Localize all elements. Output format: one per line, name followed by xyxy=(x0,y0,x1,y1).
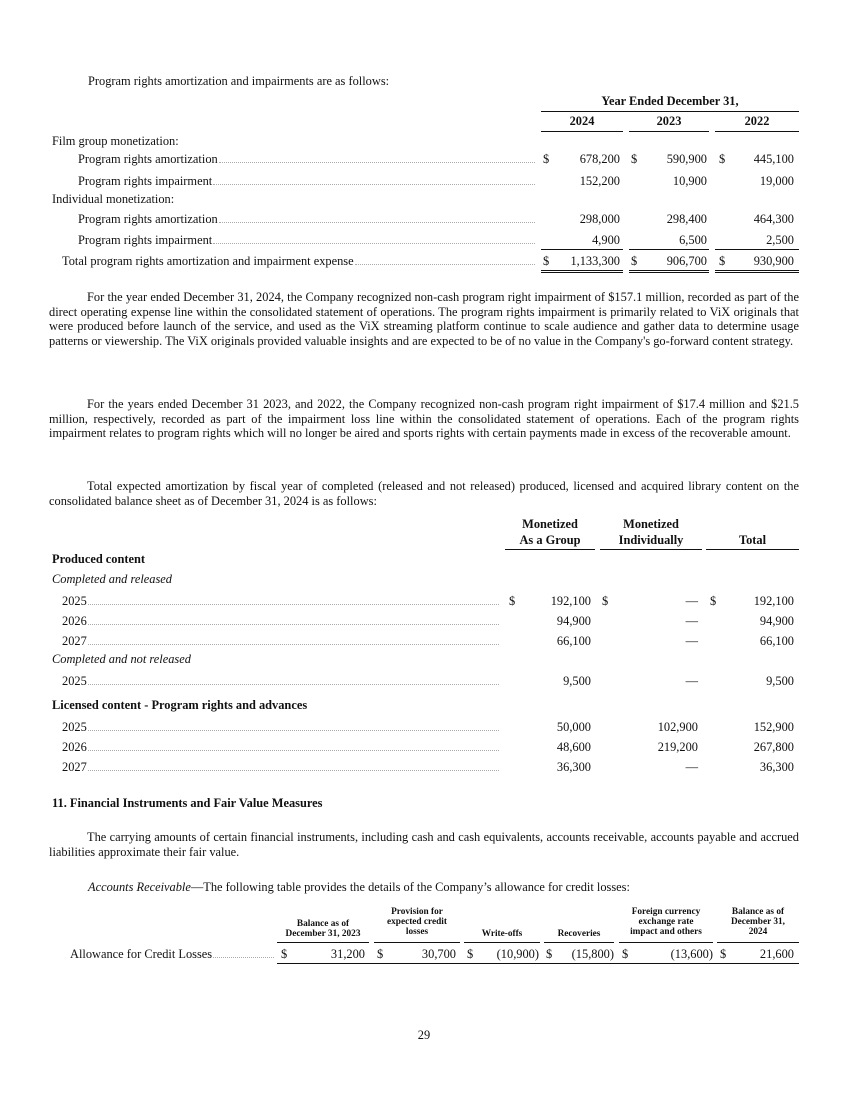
table-row: Program rights amortization xyxy=(78,210,535,228)
total-2023: 906,700 xyxy=(666,254,707,268)
section-licensed: Licensed content - Program rights and advances xyxy=(52,698,308,712)
paragraph-3: Total expected amortization by fiscal year of completed (released and not released) produced, licensed and acquired library content on the consolidated balance sheet as of December 31, 2024 is as follows: xyxy=(49,479,799,508)
cell: 678,200 xyxy=(579,152,620,166)
table-row: 2025 xyxy=(62,672,499,690)
t3-header-closing: Balance as of December 31, 2024 xyxy=(730,907,786,937)
year-col-2022: 2022 xyxy=(744,114,770,128)
allowance-row: Allowance for Credit Losses xyxy=(70,945,274,963)
cell: 6,500 xyxy=(679,233,707,247)
year-col-2023: 2023 xyxy=(656,114,682,128)
cell: 2,500 xyxy=(766,233,794,247)
t3-header-writeoffs: Write-offs xyxy=(481,929,523,939)
table-row: Program rights amortization xyxy=(78,150,535,168)
cell: 464,300 xyxy=(753,212,794,226)
sub-completed-not-released: Completed and not released xyxy=(52,652,191,666)
table-row: 2027 xyxy=(62,632,499,650)
sub-completed-released: Completed and released xyxy=(52,572,172,586)
table-row: 2025 xyxy=(62,718,499,736)
table-row: 2026 xyxy=(62,612,499,630)
section-produced: Produced content xyxy=(52,552,146,566)
col-total-header: Total xyxy=(738,533,767,547)
cell: 4,900 xyxy=(592,233,620,247)
cell: 445,100 xyxy=(753,152,794,166)
paragraph-1: For the year ended December 31, 2024, the Company recognized non-cash program right impairment of $157.1 million, recorded as part of the direct operating expense line within the consolidated statement of operations. The program rights impairment is primarily related to ViX originals that were produced before launch of the service, and used as the ViX streaming platform continue to scale audience and gather data to determine usage patterns or viewership. The ViX originals provided valuable insights and are expected to be of no value in the Company's go-forward content strategy. xyxy=(49,290,799,348)
group-individual: Individual monetization: xyxy=(52,192,175,206)
cell: 19,000 xyxy=(759,174,794,188)
col-individual-header: Monetized Individually xyxy=(618,517,684,547)
group-film: Film group monetization: xyxy=(52,134,179,148)
table-row: 2026 xyxy=(62,738,499,756)
table-row: Program rights impairment xyxy=(78,172,535,190)
paragraph-2: For the years ended December 31 2023, and 2022, the Company recognized non-cash program right impairment of $17.4 million and $21.5 million, respectively, recorded as part of the impairment loss line within the consolidated statement of operations. Each of the program rights impairment relates to program rights which will no longer be aired and sports rights with certain payments made in excess of the recoverable amount. xyxy=(49,397,799,440)
cell: 152,200 xyxy=(579,174,620,188)
total-2024: 1,133,300 xyxy=(570,254,620,268)
page-number: 29 xyxy=(417,1028,431,1042)
cell: 590,900 xyxy=(666,152,707,166)
section-11-heading: 11. Financial Instruments and Fair Value Measures xyxy=(52,796,323,810)
cell: 298,000 xyxy=(579,212,620,226)
paragraph-5: Accounts Receivable—The following table provides the details of the Company’s allowance for credit losses: xyxy=(88,880,630,894)
col-group-header: Monetized As a Group xyxy=(519,517,581,547)
t3-header-provision: Provision for expected credit losses xyxy=(387,907,447,937)
total-2022: 930,900 xyxy=(753,254,794,268)
total-row: Total program rights amortization and impairment expense xyxy=(62,252,535,270)
cell: 10,900 xyxy=(672,174,707,188)
table1-header: Year Ended December 31, xyxy=(601,94,739,108)
table-row: 2027 xyxy=(62,758,499,776)
cell: 298,400 xyxy=(666,212,707,226)
table-row: 2025 xyxy=(62,592,499,610)
intro-text: Program rights amortization and impairments are as follows: xyxy=(88,74,390,88)
t3-header-fx: Foreign currency exchange rate impact and others xyxy=(630,907,702,937)
table-row: Program rights impairment xyxy=(78,231,535,249)
t3-header-opening: Balance as of December 31, 2023 xyxy=(285,919,361,939)
paragraph-4: The carrying amounts of certain financial instruments, including cash and cash equivalents, accounts receivable, accounts payable and accrued liabilities approximate their fair value. xyxy=(49,830,799,859)
year-col-2024: 2024 xyxy=(569,114,595,128)
t3-header-recoveries: Recoveries xyxy=(557,929,601,939)
